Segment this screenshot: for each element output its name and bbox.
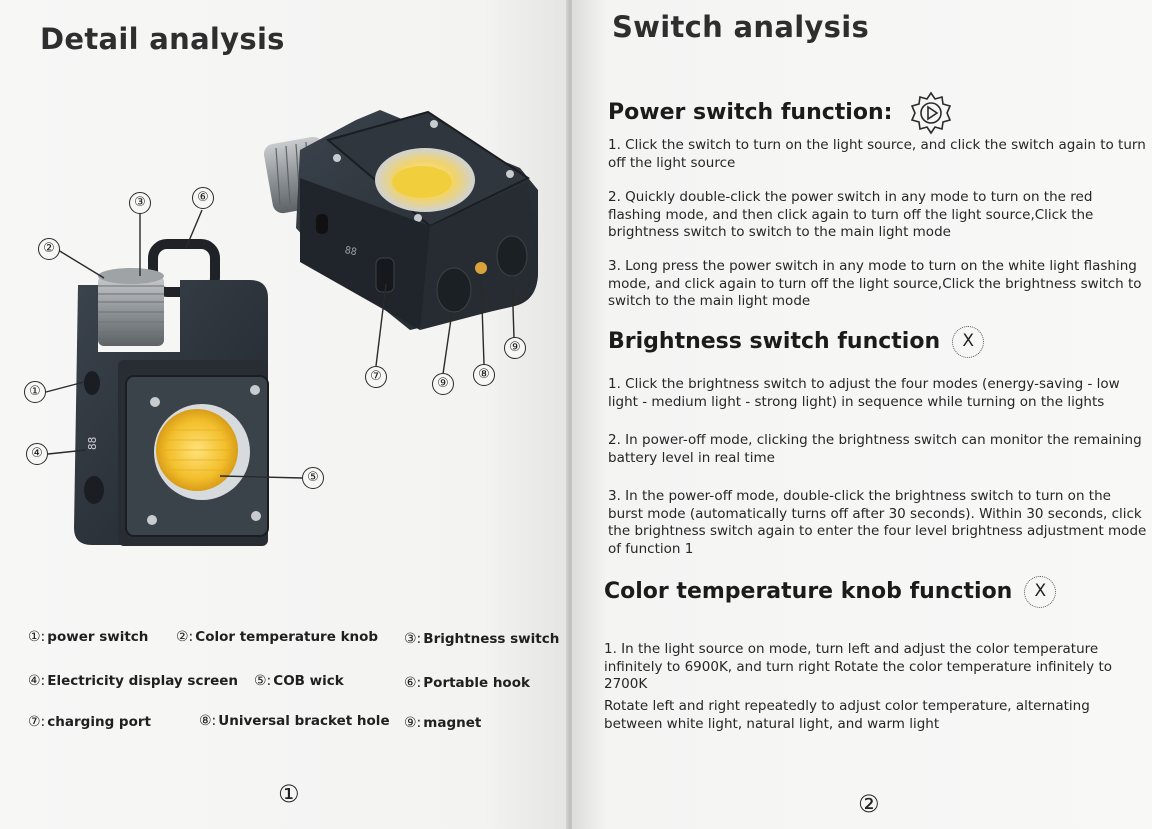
callout-2: ②	[38, 238, 60, 260]
page-number-left: ①	[278, 780, 300, 808]
power-item-3: 3. Long press the power switch in any mode to turn on the white light flashing mode, and click again to turn off the light source,Click the brightness switch to switch to the main light mode	[608, 258, 1142, 309]
power-switch-heading: Power switch function:	[608, 90, 954, 136]
color-x-icon: X	[1024, 576, 1056, 608]
callout-5: ⑤	[302, 467, 324, 489]
color-temperature-heading: Color temperature knob function X	[604, 576, 1056, 608]
callout-4: ④	[26, 443, 48, 465]
brightness-item-3: 3. In the power-off mode, double-click the brightness switch to turn on the burst mode (automatically turns off after 30 seconds). Within 30 seconds, click the brightness switch again to enter the four level brightness adjustment mode of function 1	[608, 488, 1147, 557]
legend-item-power-switch: ①: power switch	[28, 629, 149, 645]
brightness-x-icon: X	[952, 326, 984, 358]
color-item-1: 1. In the light source on mode, turn left and adjust the color temperature infinitely to 6900K, and turn right Rotate the color temperature infinitely to 2700K	[604, 641, 1113, 692]
callout-7: ⑦	[365, 366, 387, 388]
brightness-item-2: 2. In power-off mode, clicking the brightness switch can monitor the remaining battery level in real time	[608, 432, 1142, 466]
callout-8: ⑧	[473, 364, 495, 386]
color-item-2: Rotate left and right repeatedly to adjust color temperature, alternating between white light, natural light, and warm light	[604, 698, 1090, 732]
callout-6: ⑥	[192, 187, 214, 209]
legend-item-magnet: ⑨: magnet	[404, 715, 482, 731]
callout-1: ①	[24, 381, 46, 403]
legend-item-cob-wick: ⑤: COB wick	[254, 673, 344, 689]
legend-item-bracket-hole: ⑧: Universal bracket hole	[199, 713, 390, 729]
brightness-item-1: 1. Click the brightness switch to adjust the four modes (energy-saving - low light - medium light - strong light) in sequence while turning on the lights	[608, 376, 1120, 410]
right-page	[572, 0, 1152, 829]
callout-3: ③	[129, 192, 151, 214]
power-gear-icon	[908, 90, 954, 136]
brightness-switch-heading: Brightness switch function X	[608, 326, 984, 358]
power-item-2: 2. Quickly double-click the power switch in any mode to turn on the red flashing mode, and then click again to turn off the light source,Click the brightness switch to switch to the main light mode	[608, 189, 1094, 240]
legend-item-portable-hook: ⑥: Portable hook	[404, 675, 530, 691]
device-display-screen: 88	[86, 436, 99, 450]
callout-9b: ⑨	[504, 337, 526, 359]
svg-text:88: 88	[343, 245, 358, 259]
callout-9a: ⑨	[432, 373, 454, 395]
legend-item-display-screen: ④: Electricity display screen	[28, 673, 239, 689]
front-device	[74, 244, 268, 546]
legend-item-brightness-switch: ③: Brightness switch	[404, 631, 560, 647]
light-device-illustration	[0, 0, 570, 600]
page-title-right: Switch analysis	[612, 10, 870, 44]
rear-device	[262, 110, 538, 330]
left-page	[0, 0, 570, 829]
power-item-1: 1. Click the switch to turn on the light source, and click the switch again to turn off the light source	[608, 137, 1146, 171]
legend-item-color-knob: ②: Color temperature knob	[176, 629, 379, 645]
page-title: Detail analysis	[40, 22, 285, 56]
legend-item-charging-port: ⑦: charging port	[28, 714, 151, 730]
page-number-right: ②	[858, 790, 880, 818]
